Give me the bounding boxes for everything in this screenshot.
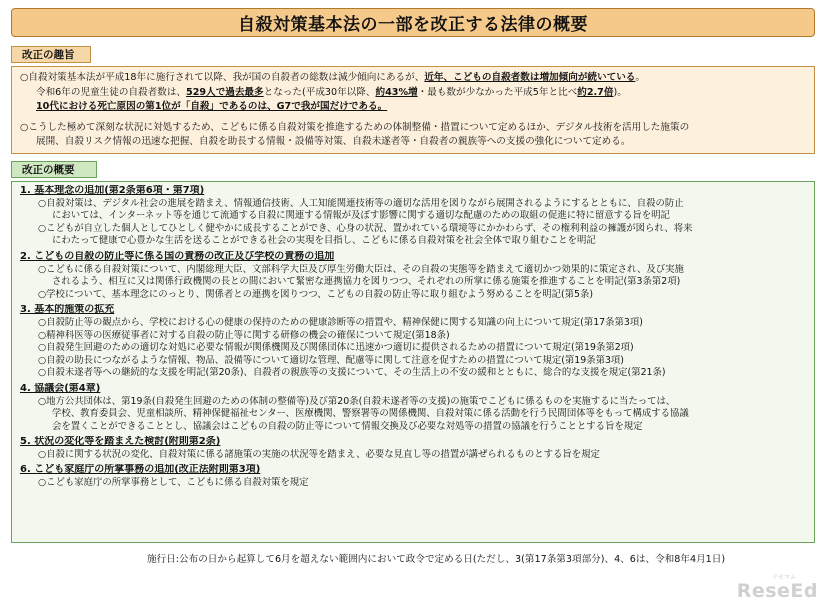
purpose-line-5: 展開、自殺リスク情報の迅速な把握、自殺を助長する情報・設備等対策、自殺未遂者等・自殺者の親族等への支援の強化について定める。 [36,136,631,147]
section-3-heading: 3. 基本的施策の拡充 [20,304,115,316]
list-item: されるよう、相互に又は関係行政機関の長との間において緊密な連携協力を図りつつ、それぞれの所掌に係る施策を推進することを明記(第3条第2項) [52,276,681,288]
list-item: 学校、教育委員会、児童相談所、精神保健福祉センター、医療機関、警察署等の関係機関、自殺対策に係る活動を行う民間団体等をもって構成する協議 [52,408,689,420]
list-item: ○自殺未遂者等への継続的な支援を明記(第20条)、自殺者の親族等の支援について、その生活上の不安の緩和とともに、総合的な支援を規定(第21条) [38,367,666,379]
list-item: ○自殺に関する状況の変化、自殺対策に係る諸施策の実施の状況等を踏まえ、必要な見直し等の措置が講ぜられるものとする旨を規定 [38,448,600,460]
list-item: ○学校について、基本理念にのっとり、関係者との連携を図りつつ、こどもの自殺の防止等に取り組むよう努めることを明記(第5条) [38,288,593,300]
purpose-line-2: 令和6年の児童生徒の自殺者数は、529人で過去最多となった(平成30年以降、約43%増・最も数が少なかった平成5年と比べ約2.7倍)。 [36,86,627,98]
outline-section [11,181,815,543]
list-item: ○地方公共団体は、第19条(自殺発生回避のための体制の整備等)及び第20条(自殺未遂者等の支援)の施策でこどもに係るものを実施するに当たっては、 [38,395,676,407]
list-item: にわたって健康で心豊かな生活を送ることができる社会の実現を目指し、こどもに係る自殺対策を社会全体で取り組むことを明記 [52,235,596,247]
list-item: 会を置くことができることとし、協議会はこどもの自殺の防止等について情報交換及び必要な対処等の措置の協議を行うこととする旨を規定 [52,420,643,432]
purpose-line-3: 10代における死亡原因の第1位が「自殺」であるのは、G7で我が国だけである。 [36,101,388,112]
list-item: ○こども家庭庁の所掌事務として、こどもに係る自殺対策を規定 [38,477,309,489]
list-item: ○自殺の助長につながるような情報、物品、設備等について適切な管理、配慮等に関して注意を促すための措置について規定(第19条第3項) [38,354,624,366]
list-item: ○自殺対策は、デジタル社会の進展を踏まえ、情報通信技術、人工知能関連技術等の適切な活用を図りながら展開されるようにするとともに、自殺の防止 [38,197,684,209]
list-item: ○こどもに係る自殺対策について、内閣総理大臣、文部科学大臣及び厚生労働大臣は、その自殺の実態等を踏まえて適切かつ効果的に策定され、及び実施 [38,263,684,275]
purpose-label: 改正の趣旨 [11,46,91,63]
section-6-heading: 6. こども家庭庁の所掌事務の追加(改正法附則第3項) [20,464,261,476]
list-item: ○精神科医等の医療従事者に対する自殺の防止等に関する研修の機会の確保について規定(第18条) [38,329,450,341]
section-1-heading: 1. 基本理念の追加(第2条第6項・第7項) [20,185,205,196]
section-4-heading: 4. 協議会(第4章) [20,382,101,394]
purpose-line-1: ○自殺対策基本法が平成18年に施行されて以降、我が国の自殺者の総数は減少傾向にあるが、近年、こどもの自殺者数は増加傾向が続いている。 [20,72,645,83]
list-item: ○自殺発生回避のための適切な対処に必要な情報が関係機関及び関係団体に迅速かつ適切に提供されるための措置について規定(第19条第2項) [38,342,634,354]
list-item: ○こどもが自立した個人としてひとしく健やかに成長することができ、心身の状況、置かれている環境等にかかわらず、その権利利益の擁護が図られ、将来 [38,222,693,234]
list-item: ○自殺防止等の観点から、学校における心の健康の保持のための健康診断等の措置や、精神保健に関する知識の向上について規定(第17条第3項) [38,316,643,328]
section-5-heading: 5. 状況の変化等を踏まえた検討(附則第2条) [20,436,221,448]
resemom-logo [734,572,818,600]
effective-date-note: 施行日:公布の日から起算して6月を超えない範囲内において政令で定める日(ただし、3(第17条第3項部分)、4、6は、令和8年4月1日) [147,554,726,565]
purpose-line-4: ○こうした極めて深刻な状況に対処するため、こどもに係る自殺対策を推進するための体制整備・措置について定めるほか、デジタル技術を活用した施策の [20,121,690,133]
page-title-banner [11,8,815,37]
list-item: においては、インターネット等を通じて流通する自殺に関連する情報が及ぼす影響に関する適切な配慮のための取組の促進に特に留意する旨を明記 [52,210,670,222]
purpose-section [11,66,815,154]
outline-label: 改正の概要 [11,161,97,178]
section-2-heading: 2. こどもの自殺の防止等に係る国の責務の改正及び学校の責務の追加 [20,250,335,262]
logo-text: ReseEd [736,580,818,602]
logo-subtext: リセマム [772,574,796,581]
page-title: 自殺対策基本法の一部を改正する法律の概要 [238,15,588,35]
